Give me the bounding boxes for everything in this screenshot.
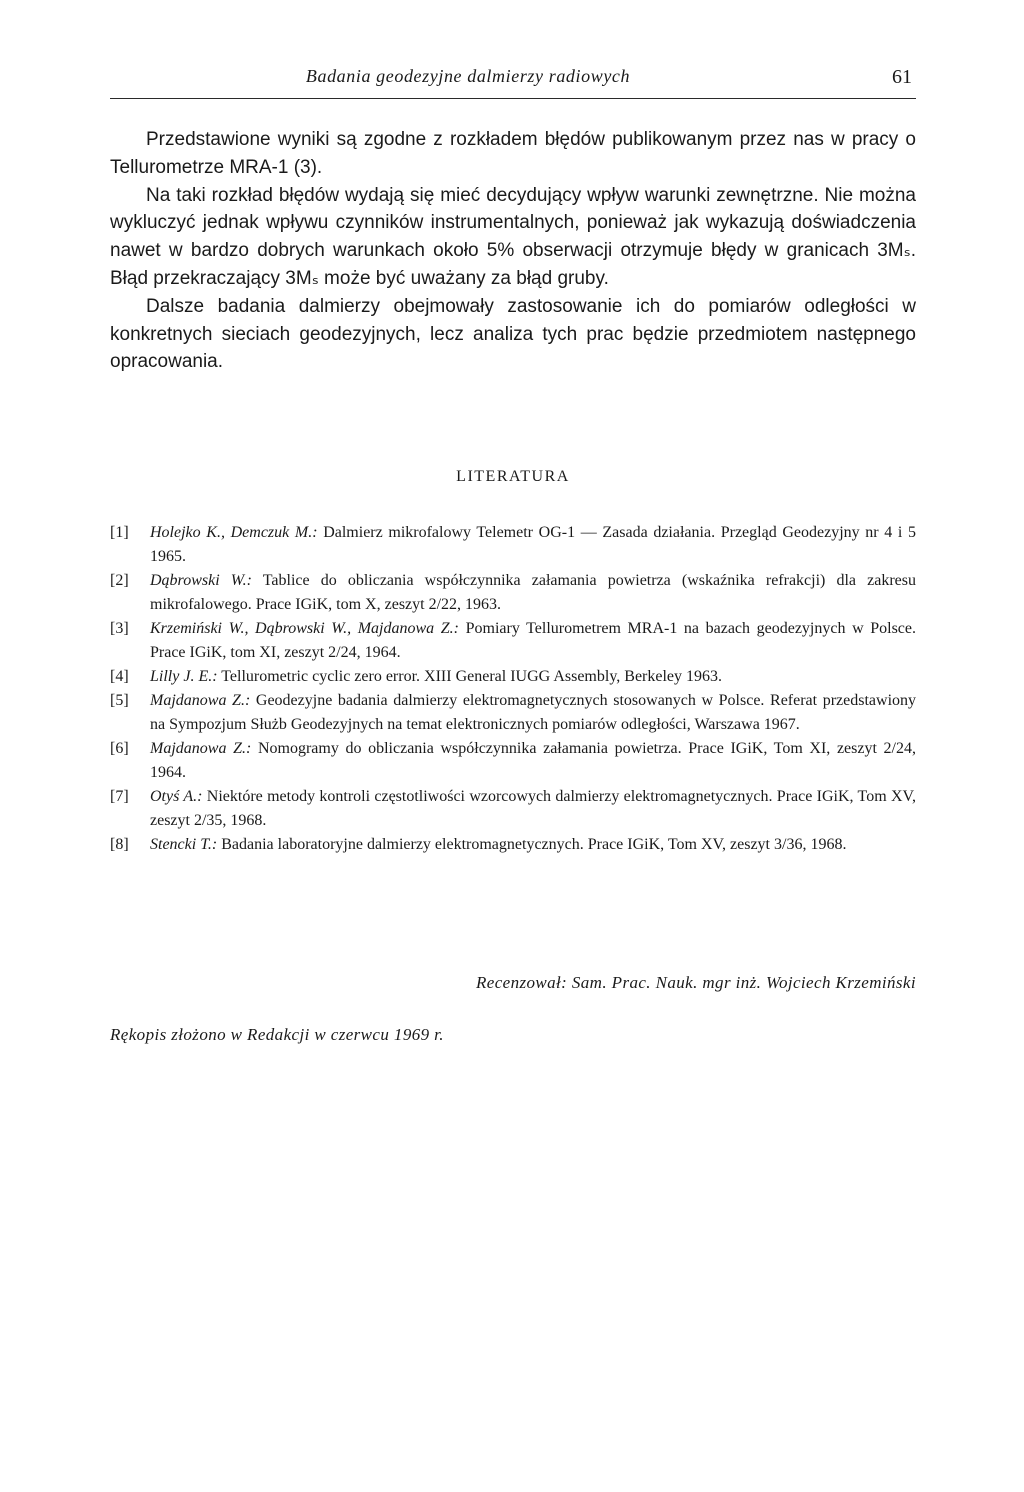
reference-number: [2] <box>110 572 129 589</box>
reference-text: Pomiary Tellurometrem MRA-1 na bazach geodezyjnych w Polsce. Prace IGiK, tom XI, zeszyt 2/24, 1964. <box>150 620 916 661</box>
reference-number: [6] <box>110 740 129 757</box>
manuscript-note: Rękopis złożono w Redakcji w czerwcu 1969 r. <box>110 1025 444 1044</box>
body-text <box>110 126 916 376</box>
reference-item <box>110 617 916 665</box>
reference-text: Badania laboratoryjne dalmierzy elektromagnetycznych. Prace IGiK, Tom XV, zeszyt 3/36, 1968. <box>217 836 847 853</box>
reference-item <box>110 833 916 857</box>
reference-number: [8] <box>110 836 129 853</box>
reference-number: [4] <box>110 668 129 685</box>
reference-authors: Krzemiński W., Dąbrowski W., Majdanowa Z.: <box>150 620 459 637</box>
literature-heading: LITERATURA <box>456 468 570 485</box>
running-title: Badania geodezyjne dalmierzy radiowych <box>305 66 631 86</box>
body-paragraph: Na taki rozkład błędów wydają się mieć decydujący wpływ warunki zewnętrzne. Nie można wykluczyć jednak wpływu czynników instrumentalnych, ponieważ jak wykazują doświadczenia nawet w bardzo dobrych warunkach około 5% obserwacji otrzymuje błędy w granicach 3Mₛ. Błąd przekraczający 3Mₛ może być uważany za błąd gruby. <box>110 184 916 289</box>
reference-item <box>110 785 916 833</box>
reference-text: Tellurometric cyclic zero error. XIII General IUGG Assembly, Berkeley 1963. <box>217 668 723 685</box>
reference-item <box>110 737 916 785</box>
reference-authors: Majdanowa Z.: <box>150 692 251 709</box>
body-paragraph: Dalsze badania dalmierzy obejmowały zastosowanie ich do pomiarów odległości w konkretnych sieciach geodezyjnych, lecz analiza tych prac będzie przedmiotem następnego opracowania. <box>110 295 916 373</box>
reference-authors: Stencki T.: <box>150 836 218 853</box>
reference-number: [3] <box>110 620 129 637</box>
reference-text: Tablice do obliczania współczynnika załamania powietrza (wskaźnika refrakcji) dla zakresu mikrofalowego. Prace IGiK, tom X, zeszyt 2/22, 1963. <box>150 572 916 613</box>
page-number: 61 <box>892 66 912 88</box>
reference-item <box>110 569 916 617</box>
reference-number: [1] <box>110 524 129 541</box>
reference-authors: Majdanowa Z.: <box>150 740 252 757</box>
reviewer-note: Recenzował: Sam. Prac. Nauk. mgr inż. Wojciech Krzemiński <box>475 973 916 992</box>
reference-list <box>110 521 916 857</box>
reference-text: Niektóre metody kontroli częstotliwości wzorcowych dalmierzy elektromagnetycznych. Prace IGiK, Tom XV, zeszyt 2/35, 1968. <box>150 788 917 829</box>
body-paragraph: Przedstawione wyniki są zgodne z rozkładem błędów publikowanym przez nas w pracy o Tellurometrze MRA-1 (3). <box>110 129 916 178</box>
reference-item <box>110 521 916 569</box>
reference-authors: Lilly J. E.: <box>150 668 218 685</box>
running-header <box>110 62 916 99</box>
reference-text: Dalmierz mikrofalowy Telemetr OG-1 — Zasada działania. Przegląd Geodezyjny nr 4 i 5 1965. <box>150 524 917 565</box>
reference-number: [7] <box>110 788 129 805</box>
reference-text: Nomogramy do obliczania współczynnika załamania powietrza. Prace IGiK, Tom XI, zeszyt 2/24, 1964. <box>150 740 917 781</box>
reference-authors: Holejko K., Demczuk M.: <box>150 524 318 541</box>
reference-authors: Dąbrowski W.: <box>150 572 252 589</box>
reference-item <box>110 665 916 689</box>
reference-number: [5] <box>110 692 129 709</box>
reference-item <box>110 689 916 737</box>
reference-text: Geodezyjne badania dalmierzy elektromagnetycznych stosowanych w Polsce. Referat przedstawiony na Sympozjum Służb Geodezyjnych na temat elektronicznych pomiarów odległości, Warszawa 1967. <box>150 692 917 733</box>
reference-authors: Otyś A.: <box>150 788 203 805</box>
